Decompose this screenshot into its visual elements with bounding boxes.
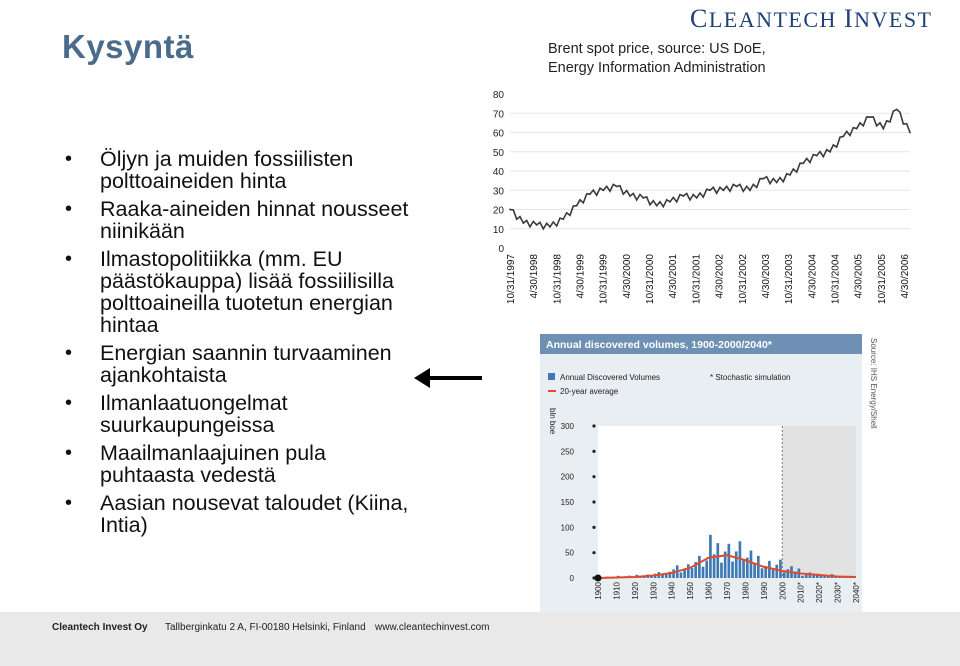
data-point xyxy=(749,189,751,191)
legend-bars-swatch xyxy=(548,373,555,380)
data-point xyxy=(696,197,698,199)
footer-website: www.cleantechinvest.com xyxy=(375,622,490,633)
x-tick-label: 10/31/2002 xyxy=(737,254,749,305)
x-tick-label: 1980 xyxy=(741,582,751,600)
legend-simulation-label: * Stochastic simulation xyxy=(710,373,791,382)
data-point xyxy=(682,195,684,197)
data-point xyxy=(709,189,711,191)
data-point xyxy=(909,132,911,134)
data-point xyxy=(669,201,671,203)
forecast-region xyxy=(782,426,856,578)
data-point xyxy=(536,224,538,226)
y-tick-label: 100 xyxy=(560,523,574,533)
x-tick-label: 2030* xyxy=(833,582,843,603)
footer-address: Tallberginkatu 2 A, FI-00180 Helsinki, Finland xyxy=(165,622,366,633)
volume-bar xyxy=(720,563,723,578)
y-tick-label: 10 xyxy=(492,224,504,236)
bullet-item: • Aasian nousevat taloudet (Kiina, Intia) xyxy=(65,491,409,537)
data-point xyxy=(869,116,871,118)
bullet-item: • Maailmanlaajuinen pula puhtaasta vedestä xyxy=(65,441,326,487)
volume-bar xyxy=(735,551,738,578)
x-tick-label: 10/31/1997 xyxy=(506,254,517,305)
y-tick-marker xyxy=(592,450,595,453)
x-tick-label: 1950 xyxy=(686,582,696,600)
y-tick-label: 40 xyxy=(492,167,504,178)
bullet-item: • Ilmastopolitiikka (mm. EU päästökauppa) lisää fossiilisilla polttoaineilla tuotetun energian hintaa xyxy=(65,247,394,337)
bullet-dot-icon: • xyxy=(65,492,73,514)
data-point xyxy=(549,226,551,228)
bullet-item: • Öljyn ja muiden fossiilisten polttoaineiden hinta xyxy=(65,147,354,193)
data-point xyxy=(522,222,524,224)
data-point xyxy=(776,182,778,184)
bullet-item: • Raaka-aineiden hinnat nousseet niinikään xyxy=(65,197,409,243)
volume-bar xyxy=(698,556,701,578)
brent-chart-title: Brent spot price, source: US DoE, Energy Information Administration xyxy=(548,41,766,76)
data-point xyxy=(896,109,898,111)
data-point xyxy=(589,193,591,195)
volume-bar xyxy=(768,561,771,578)
volume-bar xyxy=(680,572,683,578)
data-point xyxy=(629,195,631,197)
bullet-dot-icon: • xyxy=(65,392,73,414)
company-logo: CLEANTECH INVEST xyxy=(690,4,933,33)
x-tick-label: 4/30/2004 xyxy=(807,254,819,299)
slide-title: Kysyntä xyxy=(62,28,194,65)
volume-bar xyxy=(716,543,719,578)
x-tick-label: 1940 xyxy=(667,582,677,600)
y-tick-label: 0 xyxy=(498,244,504,255)
x-tick-label: 2040* xyxy=(852,582,861,603)
data-point xyxy=(616,186,618,188)
data-point xyxy=(842,135,844,137)
volume-bar xyxy=(731,562,734,578)
footer-company: Cleantech Invest Oy xyxy=(52,622,148,633)
y-tick-label: 250 xyxy=(560,447,574,457)
legend-bars-label: Annual Discovered Volumes xyxy=(560,373,661,382)
y-tick-label: 0 xyxy=(569,574,574,583)
bullet-dot-icon: • xyxy=(65,248,73,270)
volume-bar xyxy=(750,551,753,578)
data-point xyxy=(602,189,604,191)
x-tick-label: 1930 xyxy=(649,582,659,600)
x-tick-label: 4/30/2006 xyxy=(900,254,911,299)
volume-bar xyxy=(779,560,782,578)
x-tick-label: 10/31/2000 xyxy=(645,254,657,305)
y-tick-marker xyxy=(592,551,595,554)
x-tick-label: 10/31/1999 xyxy=(598,254,610,305)
data-point xyxy=(509,209,511,211)
brent-price-chart xyxy=(480,80,920,330)
bullet-dot-icon: • xyxy=(65,342,73,364)
x-tick-label: 4/30/1999 xyxy=(575,254,587,299)
y-tick-label: 60 xyxy=(492,128,504,140)
y-tick-label: 80 xyxy=(492,90,504,101)
data-point xyxy=(882,128,884,130)
x-tick-label: 4/30/2002 xyxy=(714,254,726,299)
volume-bar xyxy=(772,570,775,578)
volume-bar xyxy=(687,564,690,578)
x-tick-label: 1990 xyxy=(759,582,769,600)
bullet-item: • Ilmanlaatuongelmat suurkaupungeissa xyxy=(65,391,288,437)
x-tick-label: 1910 xyxy=(612,582,622,600)
y-tick-label: 50 xyxy=(492,147,504,159)
volume-bar xyxy=(702,567,705,578)
data-point xyxy=(722,189,724,191)
y-tick-marker xyxy=(592,475,595,478)
volume-bar xyxy=(757,556,760,578)
volume-bar xyxy=(812,575,815,578)
discovered-volumes-chart xyxy=(540,334,880,612)
x-tick-label: 1920 xyxy=(630,582,640,600)
bullet-list xyxy=(62,148,422,542)
data-point xyxy=(829,151,831,153)
x-tick-label: 2000 xyxy=(778,582,788,600)
y-tick-label: 70 xyxy=(492,109,504,121)
x-tick-label: 4/30/2001 xyxy=(668,254,680,299)
data-point xyxy=(642,197,644,199)
left-arrow-icon xyxy=(412,366,484,390)
data-point xyxy=(802,162,804,164)
data-point xyxy=(656,205,658,207)
x-tick-label: 10/31/2004 xyxy=(830,254,842,305)
price-series-line xyxy=(510,109,910,228)
x-tick-label: 10/31/2001 xyxy=(691,253,703,305)
x-tick-label: 2010* xyxy=(796,582,806,603)
bullet-item: • Energian saannin turvaaminen ajankohtaista xyxy=(65,341,392,387)
bullet-dot-icon: • xyxy=(65,148,73,170)
y-tick-label: 50 xyxy=(565,548,574,558)
x-tick-label: 10/31/1998 xyxy=(552,254,564,305)
x-tick-label: 10/31/2003 xyxy=(784,254,796,305)
volume-bar xyxy=(783,572,786,578)
x-tick-label: 4/30/2005 xyxy=(853,254,865,299)
volume-bar xyxy=(661,575,664,578)
y-tick-marker xyxy=(592,526,595,529)
bullet-dot-icon: • xyxy=(65,198,73,220)
y-tick-label: 150 xyxy=(560,498,574,507)
y-tick-marker xyxy=(592,424,595,427)
x-tick-label: 4/30/1998 xyxy=(529,254,541,299)
data-point xyxy=(762,178,764,180)
data-point xyxy=(576,205,578,207)
data-point xyxy=(736,186,738,188)
volume-bar xyxy=(761,568,764,578)
x-tick-label: 1970 xyxy=(723,582,732,600)
volume-bar xyxy=(753,563,756,578)
x-tick-label: 2020* xyxy=(815,582,825,603)
x-tick-label: 1960 xyxy=(704,582,714,600)
volume-bar xyxy=(705,561,708,578)
x-tick-label: 1900 xyxy=(594,582,603,600)
x-tick-label: 10/31/2005 xyxy=(876,254,888,305)
volume-bar xyxy=(801,576,804,578)
y-tick-label: 30 xyxy=(492,186,504,198)
chart-title: Annual discovered volumes, 1900-2000/2040* xyxy=(546,339,772,351)
y-tick-label: 300 xyxy=(560,422,574,431)
x-tick-label: 4/30/2000 xyxy=(621,254,633,299)
data-point xyxy=(856,128,858,130)
y-tick-label: 20 xyxy=(492,205,504,217)
volume-bar xyxy=(691,568,694,578)
origin-marker xyxy=(595,575,602,582)
volume-bar xyxy=(775,565,778,578)
data-point xyxy=(816,155,818,157)
footer-bar xyxy=(0,612,960,666)
data-point xyxy=(789,174,791,176)
y-tick-marker xyxy=(592,500,595,503)
volume-bar xyxy=(728,544,731,578)
legend-average-label: 20-year average xyxy=(560,387,619,396)
volume-bar xyxy=(742,559,745,578)
x-tick-label: 4/30/2003 xyxy=(760,254,772,299)
bullet-dot-icon: • xyxy=(65,442,73,464)
y-tick-label: 200 xyxy=(560,472,574,482)
source-note: Source: IHS Energy/Shell xyxy=(869,338,878,429)
data-point xyxy=(562,218,564,220)
y-axis-label: bln boe xyxy=(548,408,557,435)
